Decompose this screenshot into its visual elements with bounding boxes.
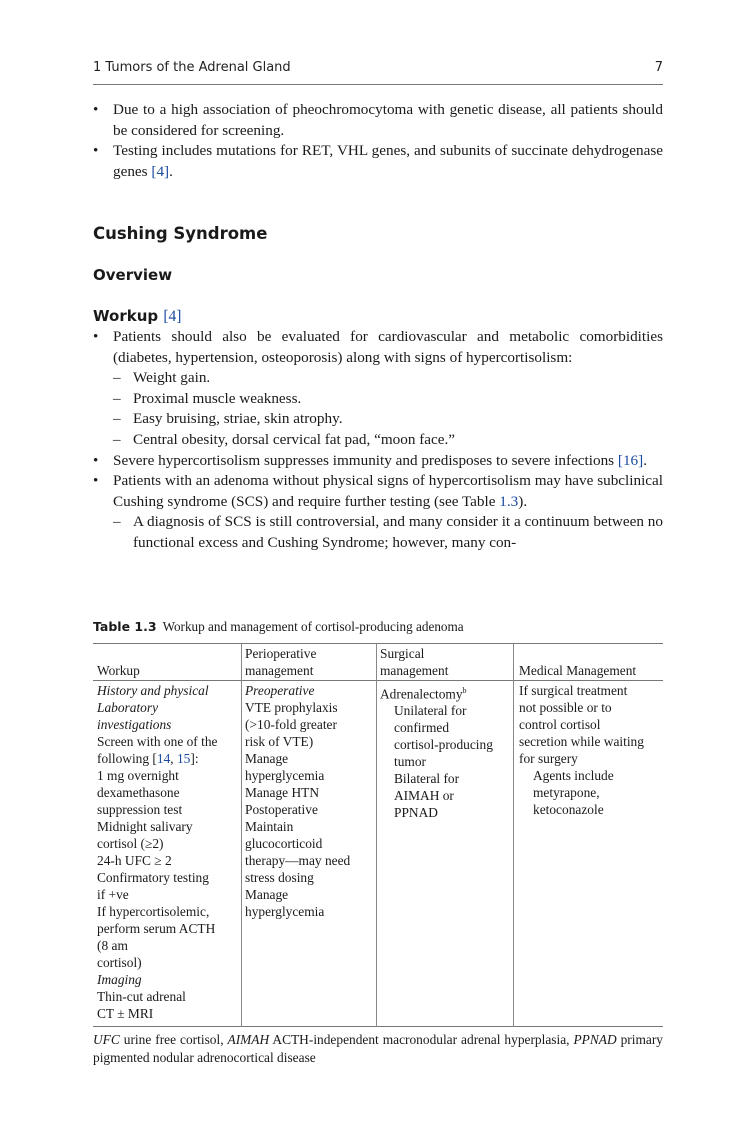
column-divider [376, 643, 377, 1027]
workup-subitem: – Weight gain. [113, 369, 211, 387]
citation-link[interactable]: [16] [617, 451, 644, 469]
workup-subitem: – Central obesity, dorsal cervical fat pad, “moon face.” [113, 430, 456, 448]
chapter-title: 1 Tumors of the Adrenal Gland [93, 60, 291, 75]
workup-subitem: – A diagnosis of SCS is still controversial, and many consider it a continuum between no functional excess and Cushing Syndrome; however, many con- [113, 513, 663, 551]
table-link[interactable]: 1.3 [499, 492, 519, 510]
workup-subitem: – Easy bruising, striae, skin atrophy. [113, 410, 343, 428]
table-1-3 [93, 643, 663, 1027]
citation-link[interactable]: 15 [176, 751, 191, 766]
table-header-rule [93, 680, 663, 681]
workup-bullet: • Patients should also be evaluated for cardiovascular and metabolic comorbidities (diabetes, hypertension, osteoporosis) along with signs of hypercortisolism: [93, 328, 663, 366]
citation-link[interactable]: [4] [151, 162, 170, 180]
workup-bullet-list [93, 327, 663, 554]
cell-medical: If surgical treatment not possible or to control cortisol secretion while waiting for surgery Agents include metyrapone, ketoconazole [519, 683, 644, 817]
workup-bullet: • Patients with an adenoma without physical signs of hypercortisolism may have subclinical Cushing syndrome (SCS) and require further testing (see Table 1.3). [93, 472, 663, 510]
intro-bullet: • Testing includes mutations for RET, VHL genes, and subunits of succinate dehydrogenase genes [4]. [93, 142, 663, 180]
table-caption-text: Workup and management of cortisol-producing adenoma [162, 619, 464, 634]
intro-bullet-list [93, 100, 663, 182]
cell-workup: History and physical Laboratory investigations Screen with one of the following [14, 15]: 1 mg overnight dexamethasone suppression test Midnight salivary cortisol (≥2) 24-h UFC ≥ 2 Confirmatory testing if +ve If hypercortisolemic, perform serum ACTH (8 am cortisol) Imaging Thin-cut adrenal CT ± MRI [97, 683, 218, 1021]
header-perioperative: Perioperative management [245, 646, 317, 678]
table-caption [93, 619, 663, 635]
section-title: Cushing Syndrome [93, 224, 268, 243]
column-divider [513, 643, 514, 1027]
table-label: Table 1.3 [93, 619, 157, 634]
header-rule [93, 84, 663, 85]
citation-link[interactable]: [4] [163, 308, 182, 325]
cell-surgical: Adrenalectomy$^b$ Unilateral for confirmed cortisol-producing tumor Bilateral for AIMAH or PPNAD [380, 686, 493, 821]
running-header [93, 60, 663, 80]
table-top-rule [93, 643, 663, 644]
header-surgical: Surgical management [380, 646, 449, 678]
table-bottom-rule [93, 1026, 663, 1027]
workup-subitem: – Proximal muscle weakness. [113, 389, 302, 407]
header-workup: Workup [97, 663, 140, 678]
workup-heading: Workup [4] [93, 307, 182, 325]
page-number: 7 [654, 60, 663, 75]
cell-perioperative: Preoperative VTE prophylaxis (>10-fold greater risk of VTE) Manage hyperglycemia Manage HTN Postoperative Maintain glucocorticoid therapy—may need stress dosing Manage hyperglycemia [245, 683, 351, 919]
intro-bullet: • Due to a high association of pheochromocytoma with genetic disease, all patients should be considered for screening. [93, 101, 663, 139]
citation-link[interactable]: 14 [156, 751, 171, 766]
header-medical: Medical Management [519, 663, 637, 678]
column-divider [241, 643, 242, 1027]
table-footnote: UFC urine free cortisol, AIMAH ACTH-independent macronodular adrenal hyperplasia, PPNAD primary pigmented nodular adrenocortical disease [93, 1032, 663, 1065]
workup-bullet: • Severe hypercortisolism suppresses immunity and predisposes to severe infections [16]. [93, 451, 647, 469]
subsection-title: Overview [93, 266, 173, 284]
